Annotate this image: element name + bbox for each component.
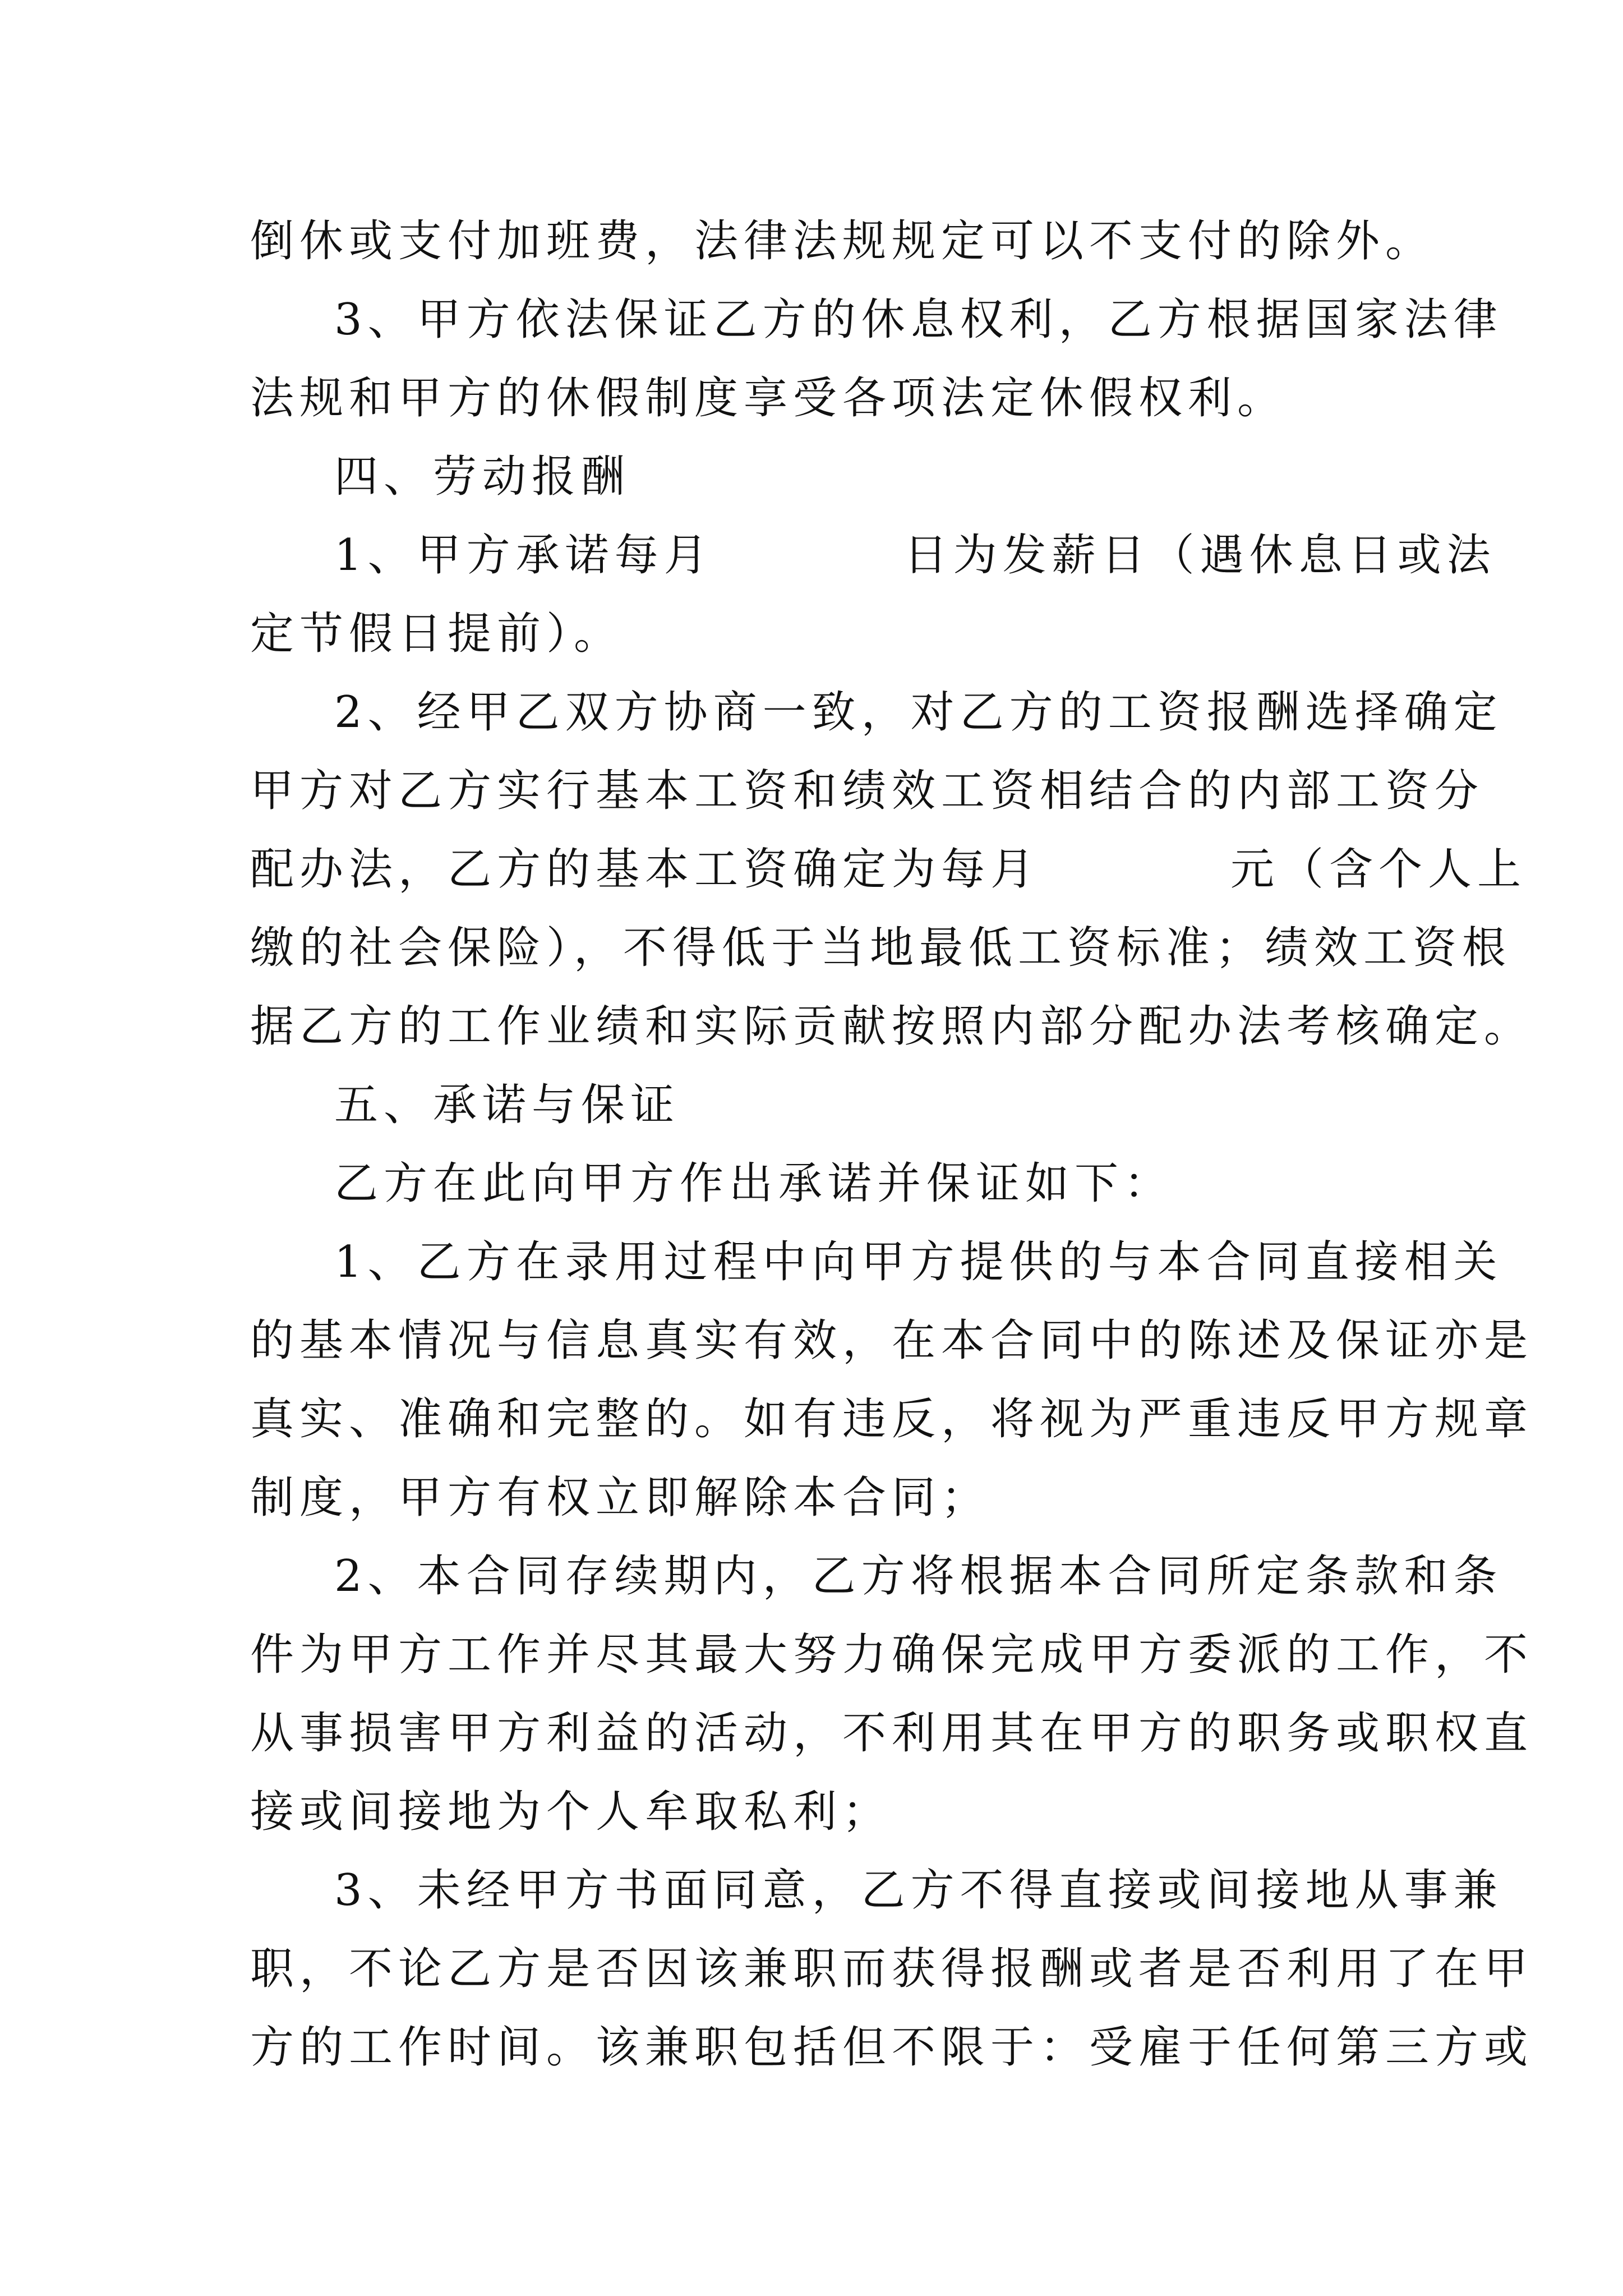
text-line: 从事损害甲方利益的活动，不利用其在甲方的职务或职权直 <box>250 1708 1534 1759</box>
text-line <box>250 830 1527 909</box>
text-line: 真实、准确和完整的。如有违反，将视为严重违反甲方规章 <box>250 1394 1534 1444</box>
text-line: 的基本情况与信息真实有效，在本合同中的陈述及保证亦是 <box>250 1315 1534 1366</box>
text-fragment: 日为发薪日（遇休息日或法 <box>903 530 1496 581</box>
text-line <box>250 516 1496 595</box>
text-fragment: 配办法，乙方的基本工资确定为每月 <box>250 844 1040 895</box>
text-line: 制度，甲方有权立即解除本合同； <box>250 1473 991 1523</box>
text-line: 3、甲方依法保证乙方的休息权利，乙方根据国家法律 <box>334 295 1503 345</box>
text-line: 缴的社会保险），不得低于当地最低工资标准；绩效工资根 <box>250 923 1512 973</box>
section-heading: 五、承诺与保证 <box>334 1080 680 1130</box>
text-line: 乙方在此向甲方作出承诺并保证如下： <box>334 1158 1174 1209</box>
text-fragment: 1、甲方承诺每月 <box>334 530 713 581</box>
text-line: 定节假日提前）。 <box>250 609 624 659</box>
text-line: 甲方对乙方实行基本工资和绩效工资相结合的内部工资分 <box>250 766 1484 816</box>
document-body <box>250 202 1534 2087</box>
section-heading: 四、劳动报酬 <box>334 452 631 502</box>
text-line: 接或间接地为个人牟取私利； <box>250 1787 892 1837</box>
text-line: 据乙方的工作业绩和实际贡献按照内部分配办法考核确定。 <box>250 1001 1534 1052</box>
text-line: 2、本合同存续期内，乙方将根据本合同所定条款和条 <box>334 1551 1503 1602</box>
text-fragment: 元（含个人上 <box>1230 844 1527 895</box>
text-line: 方的工作时间。该兼职包括但不限于：受雇于任何第三方或 <box>250 2022 1534 2073</box>
text-line: 3、未经甲方书面同意，乙方不得直接或间接地从事兼 <box>334 1865 1503 1916</box>
text-line: 2、经甲乙双方协商一致，对乙方的工资报酬选择确定 <box>334 687 1503 738</box>
text-line: 职，不论乙方是否因该兼职而获得报酬或者是否利用了在甲 <box>250 1944 1534 1994</box>
text-line: 倒休或支付加班费，法律法规规定可以不支付的除外。 <box>250 216 1435 266</box>
text-line: 件为甲方工作并尽其最大努力确保完成甲方委派的工作，不 <box>250 1630 1534 1680</box>
text-line: 1、乙方在录用过程中向甲方提供的与本合同直接相关 <box>334 1237 1503 1287</box>
text-line: 法规和甲方的休假制度享受各项法定休假权利。 <box>250 373 1287 424</box>
